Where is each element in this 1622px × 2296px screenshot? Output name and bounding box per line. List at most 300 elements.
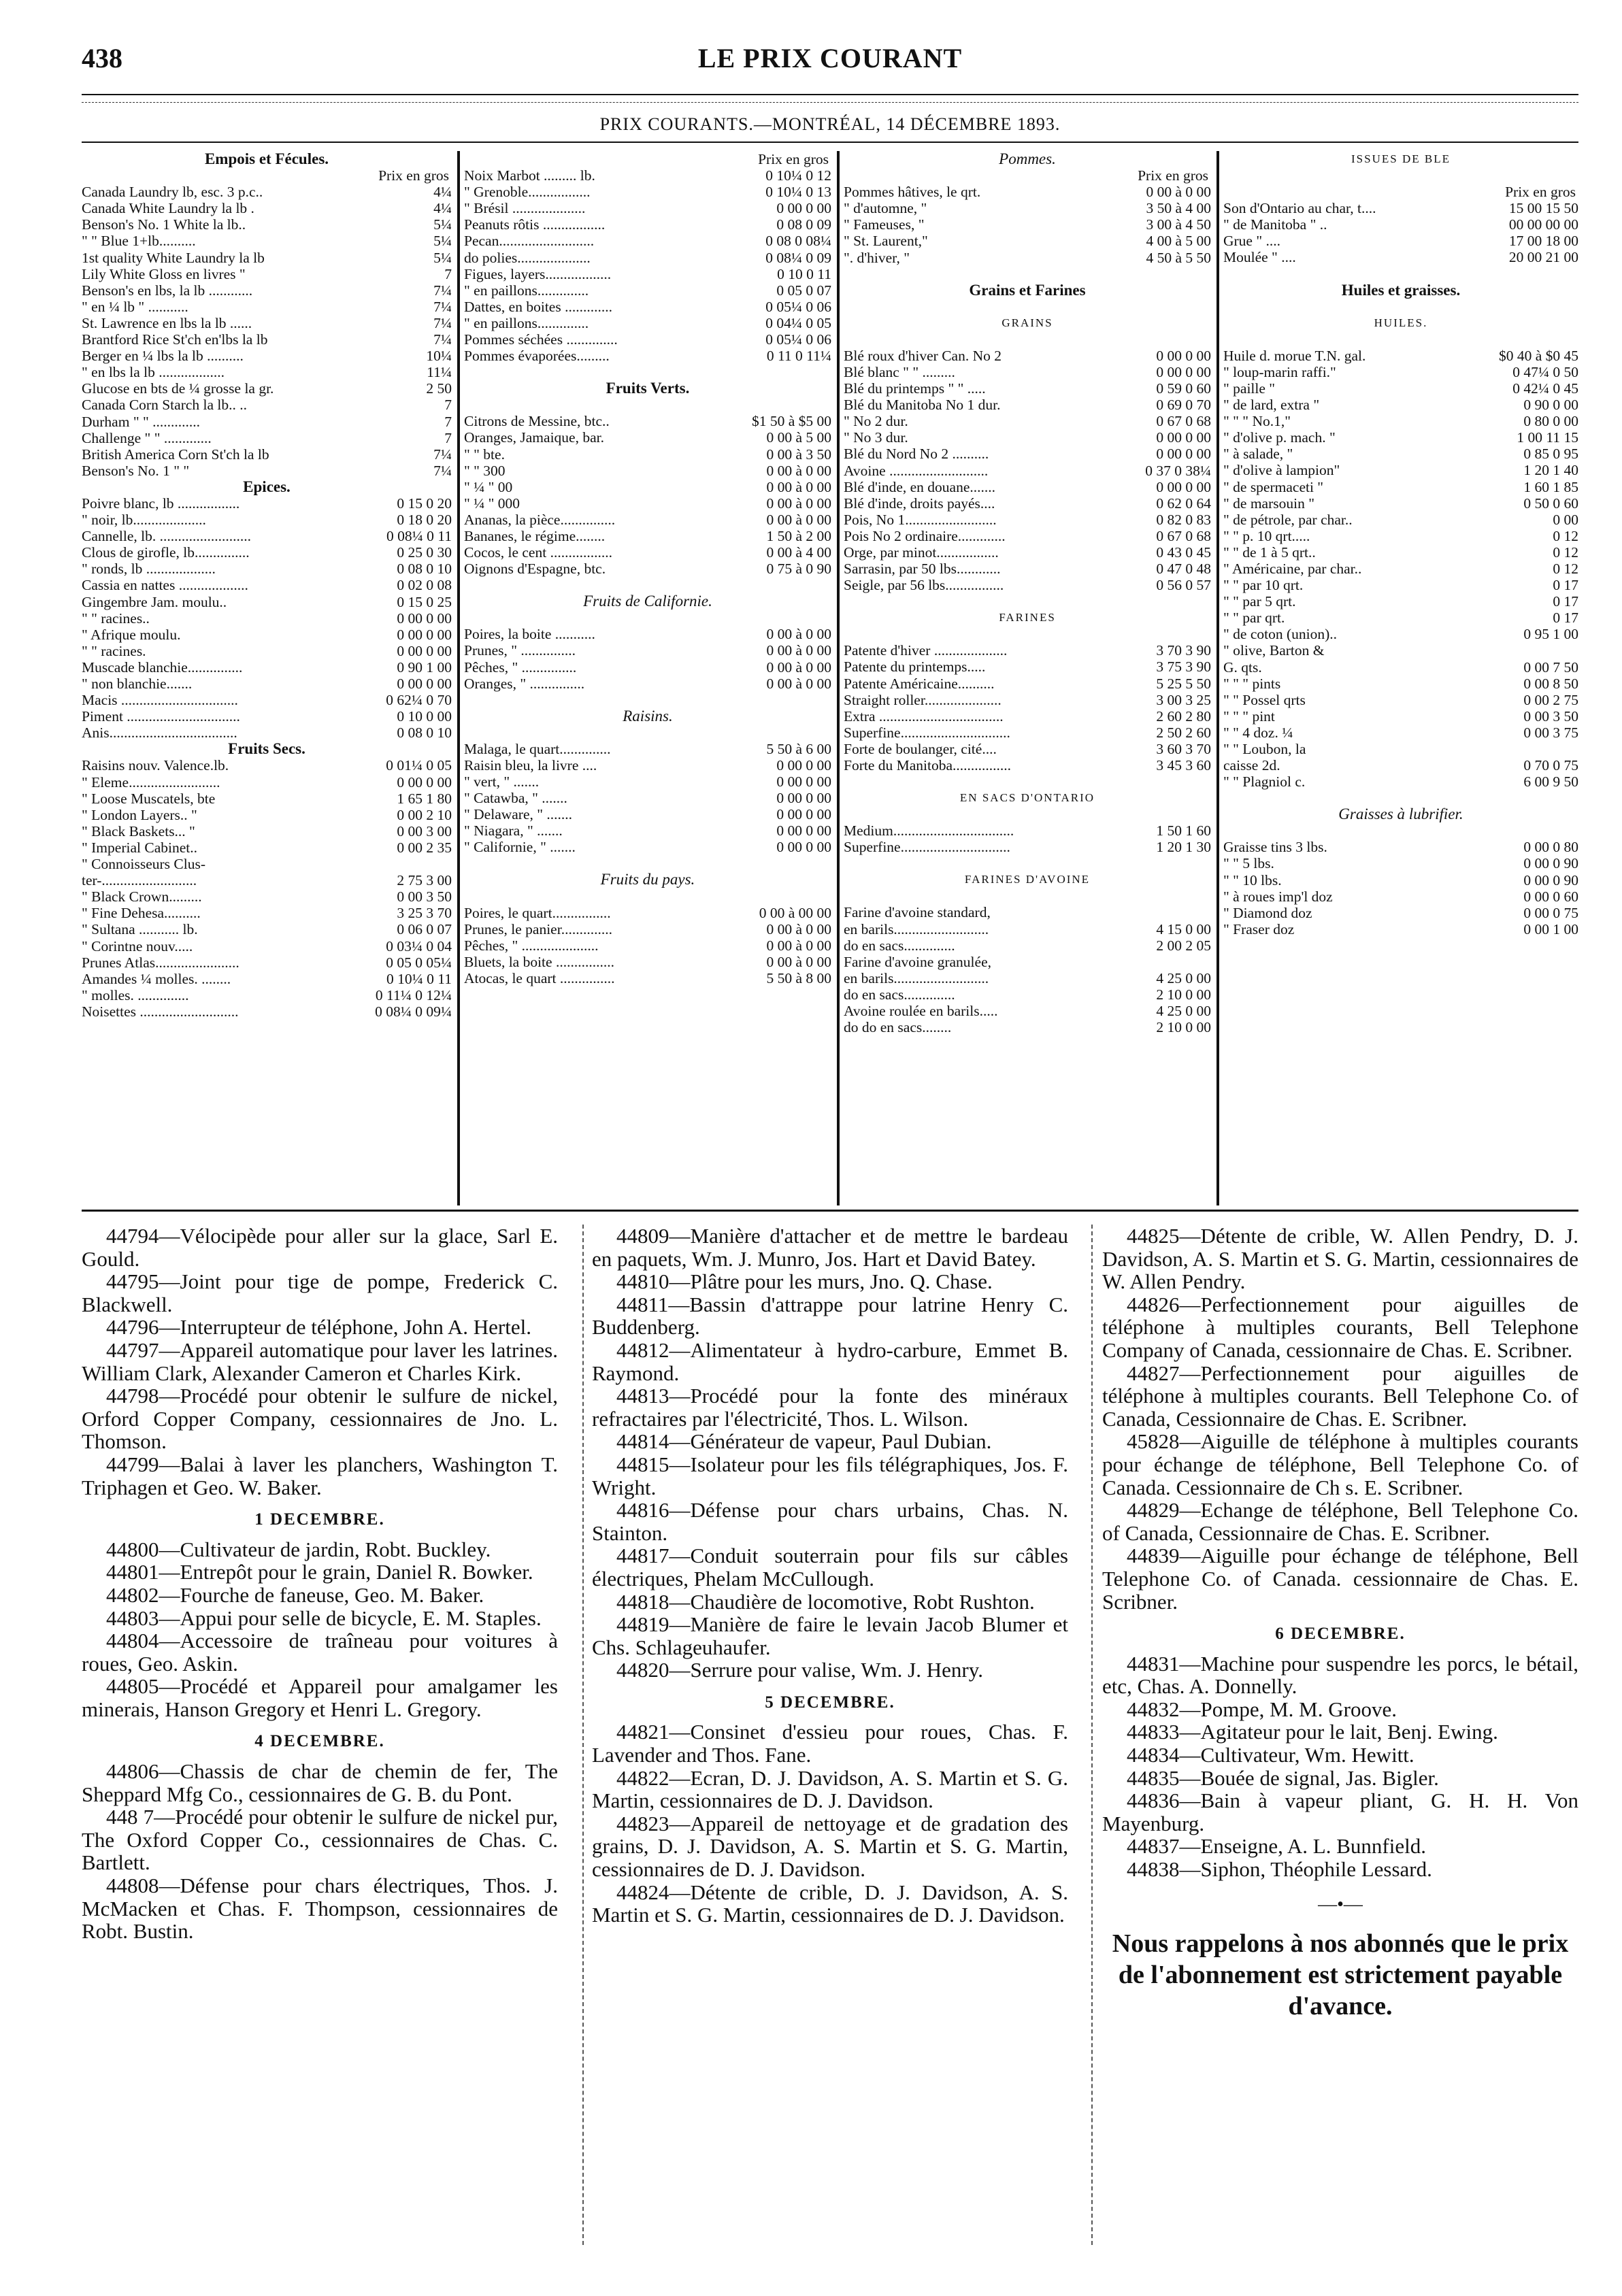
item-price: 0 05 0 07 (776, 282, 831, 299)
item-name: Poires, la boite ........... (464, 626, 595, 643)
item-name: Clous de girofle, lb............... (82, 544, 250, 561)
item-name: Blé du Nord No 2 .......... (844, 446, 989, 463)
item-name: Superfine.............................. (844, 724, 1010, 741)
section-heading: Epices. (243, 478, 291, 495)
item-name: " en paillons.............. (464, 314, 589, 331)
item-name: " " Plagniol c. (1223, 773, 1306, 791)
item-price: 0 00 à 00 00 (759, 904, 831, 921)
price-row (82, 872, 452, 888)
price-row (844, 986, 1211, 1003)
item-name: Ananas, la pièce............... (464, 511, 616, 528)
price-row (82, 659, 452, 676)
section-heading: Fruits de Californie. (583, 593, 712, 610)
item-price: 0 67 0 68 (1156, 527, 1211, 544)
patent-entry: 44833—Agitateur pour le lait, Benj. Ewing. (1127, 1720, 1498, 1744)
column-divider (582, 1225, 584, 2245)
item-name: " St. Laurent," (844, 233, 928, 250)
item-name: Oranges, Jamaique, bar. (464, 429, 604, 446)
item-price: 10¼ (426, 348, 452, 365)
item-name: " Black Baskets... " (82, 822, 195, 839)
price-column-empois-epices-fruits-secs (82, 151, 452, 1020)
item-name: " vert, " ....... (464, 773, 540, 790)
item-price: 1 20 1 30 (1156, 839, 1211, 856)
item-price (1574, 642, 1578, 659)
item-price: 7 (444, 429, 452, 446)
price-row (82, 987, 452, 1003)
item-price: 6 00 9 50 (1523, 773, 1578, 791)
item-price: 0 00 0 00 (776, 822, 831, 839)
item-price: 2 00 2 05 (1156, 937, 1211, 954)
item-price: 7 (444, 265, 452, 282)
price-row (82, 594, 452, 610)
column-divider (1216, 151, 1219, 1205)
item-price: 0 00 (1553, 511, 1578, 528)
price-row (844, 692, 1211, 708)
item-price: 0 37 0 38¼ (1145, 462, 1211, 479)
price-row (464, 659, 831, 676)
item-price: 0 00 à 0 00 (766, 953, 831, 970)
price-row (464, 839, 831, 855)
subscription-notice: Nous rappelons à nos abonnés que le prix de l'abonnement est strictement payable d'avance. (1112, 1929, 1569, 2021)
item-price: 0 10¼ 0 11 (386, 970, 452, 987)
item-price: 0 00 0 75 (1523, 904, 1578, 921)
item-name: " " 10 lbs. (1223, 871, 1282, 888)
price-row (844, 413, 1211, 429)
item-price: 0 00 à 0 00 (766, 920, 831, 937)
patent-entry: 44816—Défense pour chars urbains, Chas. N. Stainton. (592, 1498, 1068, 1545)
item-name: " ronds, lb ................... (82, 561, 216, 578)
price-row (82, 414, 452, 430)
price-row (464, 348, 831, 364)
patent-entry: 44832—Pompe, M. M. Groove. (1127, 1697, 1397, 1721)
price-row (844, 1003, 1211, 1019)
item-price: 0 80 0 00 (1523, 413, 1578, 430)
price-row (844, 429, 1211, 446)
spacer (844, 806, 1211, 822)
item-name: en barils.......................... (844, 920, 989, 937)
price-row (844, 364, 1211, 380)
price-row (82, 348, 452, 364)
price-row (82, 839, 452, 856)
patent-entry: 44823—Appareil de nettoyage et de gradation des grains, D. J. Davidson, A. S. Martin et S. G. Martin, cessionnaires de D. J. Davidson. (592, 1811, 1068, 1882)
item-name: " de spermaceti " (1223, 478, 1324, 495)
section-heading: Grains et Farines (969, 281, 1086, 299)
item-name: " en ¼ lb " ........... (82, 298, 188, 315)
price-row (1223, 429, 1578, 446)
item-price: 0 17 (1553, 577, 1578, 594)
item-price: 0 90 0 00 (1523, 397, 1578, 414)
item-price: 0 00 0 60 (1523, 888, 1578, 905)
spacer (1223, 299, 1578, 315)
price-row (1223, 741, 1578, 757)
item-name: " Fameuses, " (844, 216, 925, 233)
price-row (1223, 593, 1578, 610)
item-name: Graisse tins 3 lbs. (1223, 839, 1327, 856)
item-name: do en sacs.............. (844, 937, 955, 954)
date-heading: 6 DECEMBRE. (1275, 1625, 1406, 1644)
item-price: 0 12 (1553, 560, 1578, 577)
patent-entry: 44839—Aiguille pour échange de téléphone, Bell Telephone Co. of Canada. cessionnaire de Chas. E. Scribner. (1102, 1544, 1578, 1614)
patent-column-1 (82, 1225, 558, 1943)
header-rule-2 (82, 102, 1578, 103)
item-name: Poivre blanc, lb ................. (82, 495, 240, 512)
price-row (82, 544, 452, 561)
item-name: Amandes ¼ molles. ........ (82, 970, 231, 987)
item-price: 2 10 0 00 (1156, 986, 1211, 1003)
spacer (844, 299, 1211, 315)
price-row (464, 921, 831, 937)
item-name: Blé blanc " " ......... (844, 363, 955, 380)
item-price: 4¼ (433, 184, 452, 201)
item-name: Raisins nouv. Valence.lb. (82, 757, 229, 774)
price-row (1223, 528, 1578, 544)
price-row (82, 905, 452, 921)
item-price: 2 60 2 80 (1156, 708, 1211, 725)
patent-entry: 44836—Bain à vapeur pliant, G. H. H. Von Mayenburg. (1102, 1788, 1578, 1835)
item-name: " olive, Barton & (1223, 642, 1325, 659)
patent-entry: 44824—Détente de crible, D. J. Davidson, A. S. Martin et S. G. Martin, cessionnaires de D. J. Davidson. (592, 1880, 1068, 1927)
spacer (464, 397, 831, 413)
item-name: " " par qrt. (1223, 610, 1285, 627)
item-price: 0 47 0 48 (1156, 561, 1211, 578)
item-name: Pêches, " ..................... (464, 937, 599, 954)
item-name: " " Loubon, la (1223, 741, 1306, 757)
item-name: Blé du Manitoba No 1 dur. (844, 397, 1001, 414)
item-name: Malaga, le quart.............. (464, 740, 611, 757)
price-row (82, 446, 452, 463)
patent-entry: 44795—Joint pour tige de pompe, Frederick C. Blackwell. (82, 1269, 558, 1316)
item-name: " Grenoble................. (464, 184, 591, 201)
item-name: Bananes, le régime........ (464, 527, 606, 544)
patent-entry: 44819—Manière de faire le levain Jacob Blumer et Chs. Schlageuhaufer. (592, 1612, 1068, 1659)
price-row (844, 528, 1211, 544)
price-row (82, 200, 452, 216)
item-name: Berger en ¼ lbs la lb .......... (82, 348, 244, 365)
item-name: " Brésil .................... (464, 200, 586, 217)
patent-entry: 44827—Perfectionnement pour aiguilles de téléphone à multiples courants. Bell Telephone Co. of Canada, Cessionnaire de Chas. E. Scribner. (1102, 1361, 1578, 1431)
date-heading: 4 DECEMBRE. (254, 1732, 385, 1751)
price-row (464, 463, 831, 479)
price-row (464, 446, 831, 463)
patent-entry: 44814—Générateur de vapeur, Paul Dubian. (616, 1429, 992, 1454)
item-price: 0 62 0 64 (1156, 495, 1211, 512)
item-price (448, 856, 452, 872)
patent-entry: 44799—Balai à laver les planchers, Washington T. Triphagen et Geo. W. Baker. (82, 1452, 558, 1499)
price-row (1223, 905, 1578, 921)
price-row (1223, 676, 1578, 692)
price-row (1223, 610, 1578, 626)
item-name: Atocas, le quart ............... (464, 969, 615, 986)
price-row (1223, 888, 1578, 905)
price-row (464, 937, 831, 954)
item-price: 1 00 11 15 (1517, 429, 1578, 446)
price-row (82, 856, 452, 872)
price-row (844, 659, 1211, 675)
price-row (464, 495, 831, 512)
item-price: 0 62¼ 0 70 (386, 692, 452, 709)
item-name: Avoine roulée en barils..... (844, 1003, 998, 1020)
price-row (464, 790, 831, 806)
spacer (844, 855, 1211, 871)
item-price: 0 56 0 57 (1156, 577, 1211, 594)
item-name: " No 3 dur. (844, 429, 908, 446)
item-name: " Niagara, " ....... (464, 822, 563, 839)
item-price: 0 00 2 35 (397, 839, 452, 856)
item-name: Sarrasin, par 50 lbs............ (844, 561, 1001, 578)
column-divider (457, 151, 460, 1205)
column-divider (837, 151, 840, 1205)
price-row (82, 610, 452, 627)
price-row (464, 479, 831, 495)
price-row (82, 725, 452, 741)
item-price: 4 25 0 00 (1156, 1003, 1211, 1020)
spacer (464, 610, 831, 626)
item-price: 0 00 3 50 (397, 888, 452, 905)
price-row (844, 479, 1211, 495)
price-row (464, 315, 831, 331)
item-price: 3 75 3 90 (1156, 659, 1211, 676)
item-name: Durham " " ............. (82, 413, 201, 430)
item-name: Pommes séchées .............. (464, 331, 618, 348)
price-row (464, 167, 831, 184)
patent-entry: 44800—Cultivateur de jardin, Robt. Buckley. (106, 1537, 491, 1561)
item-name: Forte du Manitoba................ (844, 757, 1012, 773)
price-row (464, 233, 831, 249)
item-price: 0 00 3 50 (1523, 708, 1578, 725)
item-name: " en lbs la lb .................. (82, 364, 225, 381)
item-name: " " de 1 à 5 qrt.. (1223, 544, 1316, 561)
price-list-area (82, 151, 1578, 1205)
item-price: 0 05¼ 0 06 (765, 298, 831, 315)
price-row (1223, 479, 1578, 495)
item-price: 0 00 3 75 (1523, 724, 1578, 741)
price-row (844, 937, 1211, 954)
item-price: 0 08 0 08¼ (765, 233, 831, 250)
item-price: 5¼ (433, 249, 452, 266)
patent-entry: 44834—Cultivateur, Wm. Hewitt. (1127, 1743, 1414, 1767)
spacer (844, 626, 1211, 642)
item-name: " London Layers.. " (82, 806, 197, 823)
spacer (844, 593, 1211, 610)
price-row (464, 773, 831, 790)
price-row (82, 938, 452, 954)
item-price: 15 00 15 50 (1508, 200, 1578, 217)
item-name: " en paillons.............. (464, 282, 589, 299)
item-name: Farine d'avoine standard, (844, 904, 991, 921)
price-row (82, 512, 452, 528)
column-price-header: Prix en gros (1505, 184, 1576, 201)
item-name: caisse 2d. (1223, 757, 1280, 774)
patent-entry: 44809—Manière d'attacher et de mettre le bardeau en paquets, Wm. J. Munro, Jos. Hart et David Batey. (592, 1224, 1068, 1271)
price-row (1223, 216, 1578, 233)
item-price: 3 70 3 90 (1156, 642, 1211, 659)
item-price: 3 00 3 25 (1156, 691, 1211, 708)
item-price: 0 00 à 0 00 (766, 937, 831, 954)
price-row (464, 250, 831, 266)
price-row (1223, 446, 1578, 462)
item-name: " non blanchie....... (82, 676, 193, 692)
price-row (844, 216, 1211, 233)
spacer (464, 855, 831, 871)
item-price: $1 50 à $5 00 (751, 413, 831, 430)
price-row (82, 397, 452, 413)
item-price: 11¼ (427, 364, 452, 381)
price-row (464, 331, 831, 348)
section-heading: Fruits Verts. (606, 380, 690, 397)
section-heading: Empois et Fécules. (204, 151, 329, 167)
item-price: 0 00 0 00 (776, 806, 831, 823)
patent-entry: 44802—Fourche de faneuse, Geo. M. Baker. (106, 1582, 484, 1607)
item-price: 0 11¼ 0 12¼ (375, 986, 452, 1003)
item-price: 0 00 8 50 (1523, 675, 1578, 692)
item-name: Canada Corn Starch la lb.. .. (82, 397, 248, 414)
item-name: Benson's No. 1 White la lb.. (82, 216, 246, 233)
price-row (844, 725, 1211, 741)
price-row (82, 495, 452, 512)
section-heading: Fruits Secs. (228, 740, 305, 758)
patent-entry: 44805—Procédé et Appareil pour amalgamer les minerais, Hanson Gregory et Henri L. Gregory. (82, 1674, 558, 1721)
item-name: Bluets, la boite ................ (464, 953, 614, 970)
item-price: 7¼ (433, 314, 452, 331)
item-price: 0 69 0 70 (1156, 397, 1211, 414)
item-name: Moulée " .... (1223, 249, 1296, 266)
item-name: Citrons de Messine, btc.. (464, 413, 610, 430)
item-price: 0 10 0 11 (777, 265, 831, 282)
spacer (464, 364, 831, 380)
price-row (464, 266, 831, 282)
price-row (82, 791, 452, 807)
item-price: 0 08 0 09 (776, 216, 831, 233)
price-row (82, 331, 452, 348)
item-price: 1 50 à 2 00 (766, 527, 831, 544)
price-row (844, 233, 1211, 249)
item-price: 0 00 à 0 00 (766, 462, 831, 479)
item-name: Canada Laundry lb, esc. 3 p.c.. (82, 184, 263, 201)
item-name: ". d'hiver, " (844, 249, 910, 266)
price-row (844, 250, 1211, 266)
item-name: " " par 10 qrt. (1223, 577, 1304, 594)
patent-entry: 44801—Entrepôt pour le grain, Daniel R. Bowker. (106, 1560, 533, 1584)
item-price: 5 50 à 6 00 (766, 740, 831, 757)
price-column-noix-fruits (464, 151, 831, 986)
spacer (844, 266, 1211, 282)
item-price: 0 10¼ 0 12 (765, 167, 831, 184)
item-price: 0 00 0 90 (1523, 871, 1578, 888)
item-price: 0 08 0 10 (397, 725, 452, 742)
item-name: Dattes, en boites ............. (464, 298, 612, 315)
price-row (82, 774, 452, 791)
item-price: 0 12 (1553, 527, 1578, 544)
item-price: 0 00 0 00 (1156, 363, 1211, 380)
item-name: " d'automne, " (844, 200, 927, 217)
item-price: 0 00 0 00 (1156, 429, 1211, 446)
item-name: Huile d. morue T.N. gal. (1223, 347, 1366, 364)
patent-entry: 44813—Procédé pour la fonte des minéraux refractaires par l'électricité, Thos. L. Wilson. (592, 1384, 1068, 1431)
item-name: Challenge " " ............. (82, 429, 212, 446)
section-heading: Huiles et graisses. (1341, 281, 1461, 299)
item-price: 0 90 1 00 (397, 659, 452, 676)
price-row (82, 315, 452, 331)
item-price: 0 17 (1553, 593, 1578, 610)
item-price: 7¼ (433, 282, 452, 299)
item-price: 1 65 1 80 (397, 790, 452, 807)
price-row (464, 626, 831, 642)
item-price: 0 00 3 00 (397, 822, 452, 839)
item-price: 0 70 0 75 (1523, 757, 1578, 774)
item-name: Pois No 2 ordinaire............. (844, 527, 1006, 544)
price-row (464, 512, 831, 528)
patent-entry: 44818—Chaudière de locomotive, Robt Rushton. (616, 1589, 1035, 1614)
item-price: 0 00 à 0 00 (766, 626, 831, 643)
price-row (464, 299, 831, 315)
item-price: 0 25 0 30 (397, 544, 452, 561)
price-row (1223, 725, 1578, 741)
price-row (844, 904, 1211, 920)
price-row (1223, 364, 1578, 380)
price-row (1223, 642, 1578, 659)
item-name: " d'olive p. mach. " (1223, 429, 1336, 446)
item-price: 0 00 à 0 00 (766, 675, 831, 692)
section-heading: FARINES (999, 611, 1056, 625)
patent-entry: 448 7—Procédé pour obtenir le sulfure de nickel pur, The Oxford Copper Co., cessionnaires de Chas. C. Bartlett. (82, 1805, 558, 1875)
price-row (844, 397, 1211, 413)
item-price: 0 50 0 60 (1523, 495, 1578, 512)
item-name: Blé du printemps " " ..... (844, 380, 986, 397)
item-name: Noix Marbot ......... lb. (464, 167, 595, 184)
price-row (82, 430, 452, 446)
item-name: Canada White Laundry la lb . (82, 200, 254, 217)
item-name: Prunes, " ............... (464, 642, 576, 659)
price-row (464, 282, 831, 299)
price-row (82, 463, 452, 479)
patent-entry: 44812—Alimentateur à hydro-carbure, Emmet B. Raymond. (592, 1337, 1068, 1385)
price-row (844, 200, 1211, 216)
item-price: 0 11 0 11¼ (766, 348, 831, 365)
item-name: Blé d'inde, en douane....... (844, 478, 995, 495)
price-row (1223, 544, 1578, 561)
item-name: Anis................................... (82, 725, 237, 742)
price-row (844, 757, 1211, 773)
item-price: 4 00 à 5 00 (1146, 233, 1211, 250)
item-price: 0 00 0 00 (397, 610, 452, 627)
price-row (464, 184, 831, 200)
item-price: 0 06 0 07 (397, 921, 452, 938)
item-price: 0 00 à 0 00 (766, 478, 831, 495)
item-price: 4 50 à 5 50 (1146, 249, 1211, 266)
price-row (844, 839, 1211, 855)
patent-entry: 44822—Ecran, D. J. Davidson, A. S. Martin et S. G. Martin, cessionnaires de D. J. Davidson. (592, 1765, 1068, 1813)
item-name: " Fine Dehesa.......... (82, 905, 201, 922)
item-name: Raisin bleu, la livre .... (464, 756, 597, 773)
patent-entry: 44829—Echange de téléphone, Bell Telephone Co. of Canada, Cessionnaire de Chas. E. Scribner. (1102, 1498, 1578, 1545)
price-row (82, 233, 452, 249)
price-row (82, 921, 452, 937)
item-price: 7¼ (433, 331, 452, 348)
item-price: 0 02 0 08 (397, 577, 452, 594)
item-price: 3 25 3 70 (397, 905, 452, 922)
price-row (844, 741, 1211, 757)
item-name: " paille " (1223, 380, 1276, 397)
section-heading: Pommes. (999, 151, 1056, 167)
price-row (844, 954, 1211, 970)
item-price: 0 05¼ 0 06 (765, 331, 831, 348)
item-price: 0 10¼ 0 13 (765, 184, 831, 201)
item-name: " " 300 (464, 462, 506, 479)
item-name: Forte de boulanger, cité.... (844, 740, 997, 757)
price-row (82, 643, 452, 659)
patent-entry: 44808—Défense pour chars électriques, Thos. J. McMacken et Chas. F. Thompson, cessionnaires de Robt. Bustin. (82, 1874, 558, 1944)
patent-entry: 44797—Appareil automatique pour laver les latrines. William Clark, Alexander Cameron et Charles Kirk. (82, 1337, 558, 1385)
